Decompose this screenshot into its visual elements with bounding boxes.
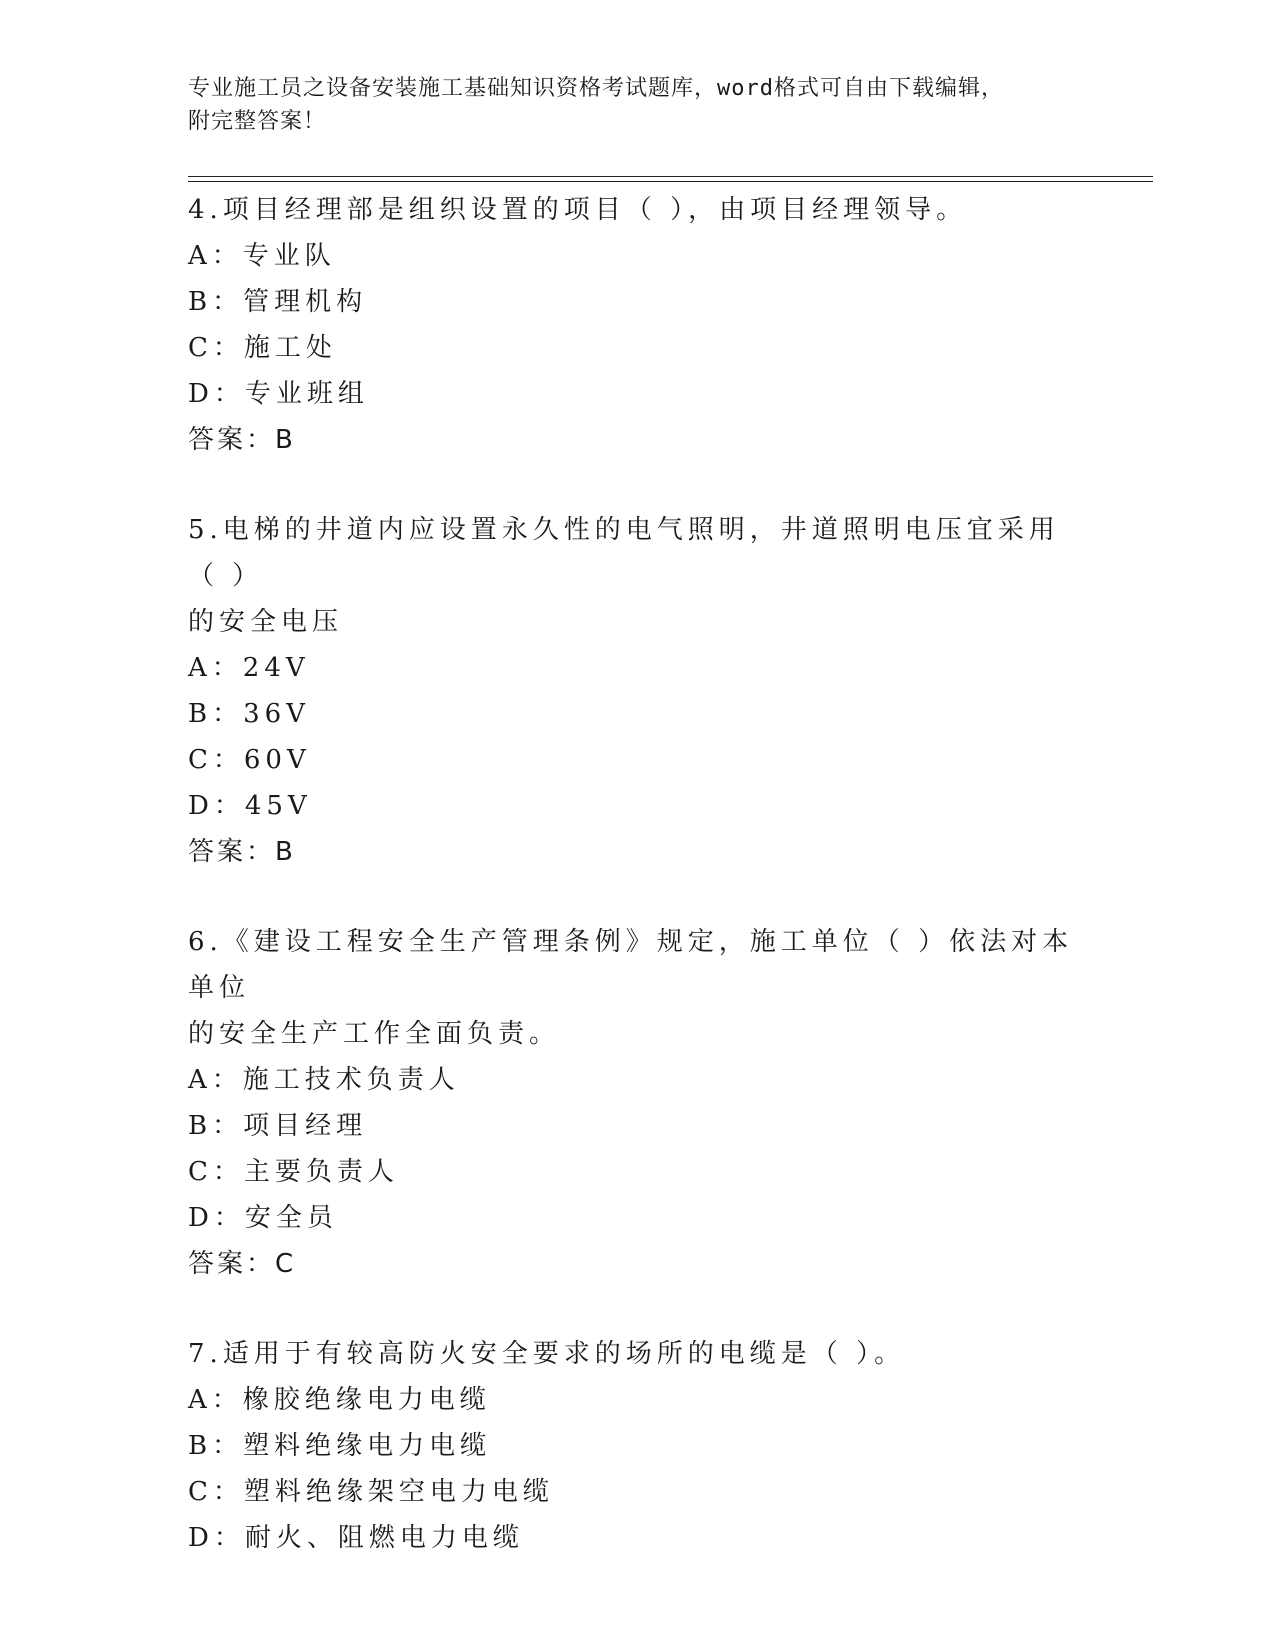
question-stem: 4.项目经理部是组织设置的项目（ ），由项目经理领导。 xyxy=(188,195,968,225)
option-c: C：主要负责人 xyxy=(188,1157,399,1187)
document-header xyxy=(188,72,1088,138)
option-b: B：36V xyxy=(188,699,310,729)
question-stem-continued: 的安全电压 xyxy=(188,607,344,637)
option-b: B：管理机构 xyxy=(188,287,368,317)
question-7 xyxy=(188,1331,1088,1561)
question-stem: 5.电梯的井道内应设置永久性的电气照明，井道照明电压宜采用（ ） xyxy=(188,515,1060,591)
option-d: D：45V xyxy=(188,791,312,821)
question-stem: 6.《建设工程安全生产管理条例》规定，施工单位（ ）依法对本单位 xyxy=(188,927,1074,1003)
question-4 xyxy=(188,187,1088,463)
answer-text: 答案：B xyxy=(188,425,296,455)
option-b: B：项目经理 xyxy=(188,1111,368,1141)
question-list xyxy=(188,187,1088,1605)
answer-text: 答案：B xyxy=(188,837,296,867)
question-6 xyxy=(188,919,1088,1287)
question-stem-continued: 的安全生产工作全面负责。 xyxy=(188,1019,561,1049)
option-a: A：施工技术负责人 xyxy=(188,1065,460,1095)
header-divider-bottom xyxy=(188,181,1153,182)
option-b: B：塑料绝缘电力电缆 xyxy=(188,1431,492,1461)
answer-text: 答案：C xyxy=(188,1249,297,1279)
question-stem: 7.适用于有较高防火安全要求的场所的电缆是（ ）。 xyxy=(188,1339,906,1369)
option-c: C：施工处 xyxy=(188,333,337,363)
option-d: D：专业班组 xyxy=(188,379,369,409)
option-d: D：耐火、阻燃电力电缆 xyxy=(188,1523,524,1553)
option-d: D：安全员 xyxy=(188,1203,338,1233)
option-a: A：橡胶绝缘电力电缆 xyxy=(188,1385,491,1415)
header-line-1: 专业施工员之设备安装施工基础知识资格考试题库，word格式可自由下载编辑， xyxy=(188,76,1004,101)
option-c: C：塑料绝缘架空电力电缆 xyxy=(188,1477,554,1507)
option-a: A：24V xyxy=(188,653,310,683)
option-c: C：60V xyxy=(188,745,311,775)
option-a: A：专业队 xyxy=(188,241,336,271)
question-5 xyxy=(188,507,1088,875)
header-divider-top xyxy=(188,176,1153,177)
header-line-2: 附完整答案！ xyxy=(188,109,327,134)
